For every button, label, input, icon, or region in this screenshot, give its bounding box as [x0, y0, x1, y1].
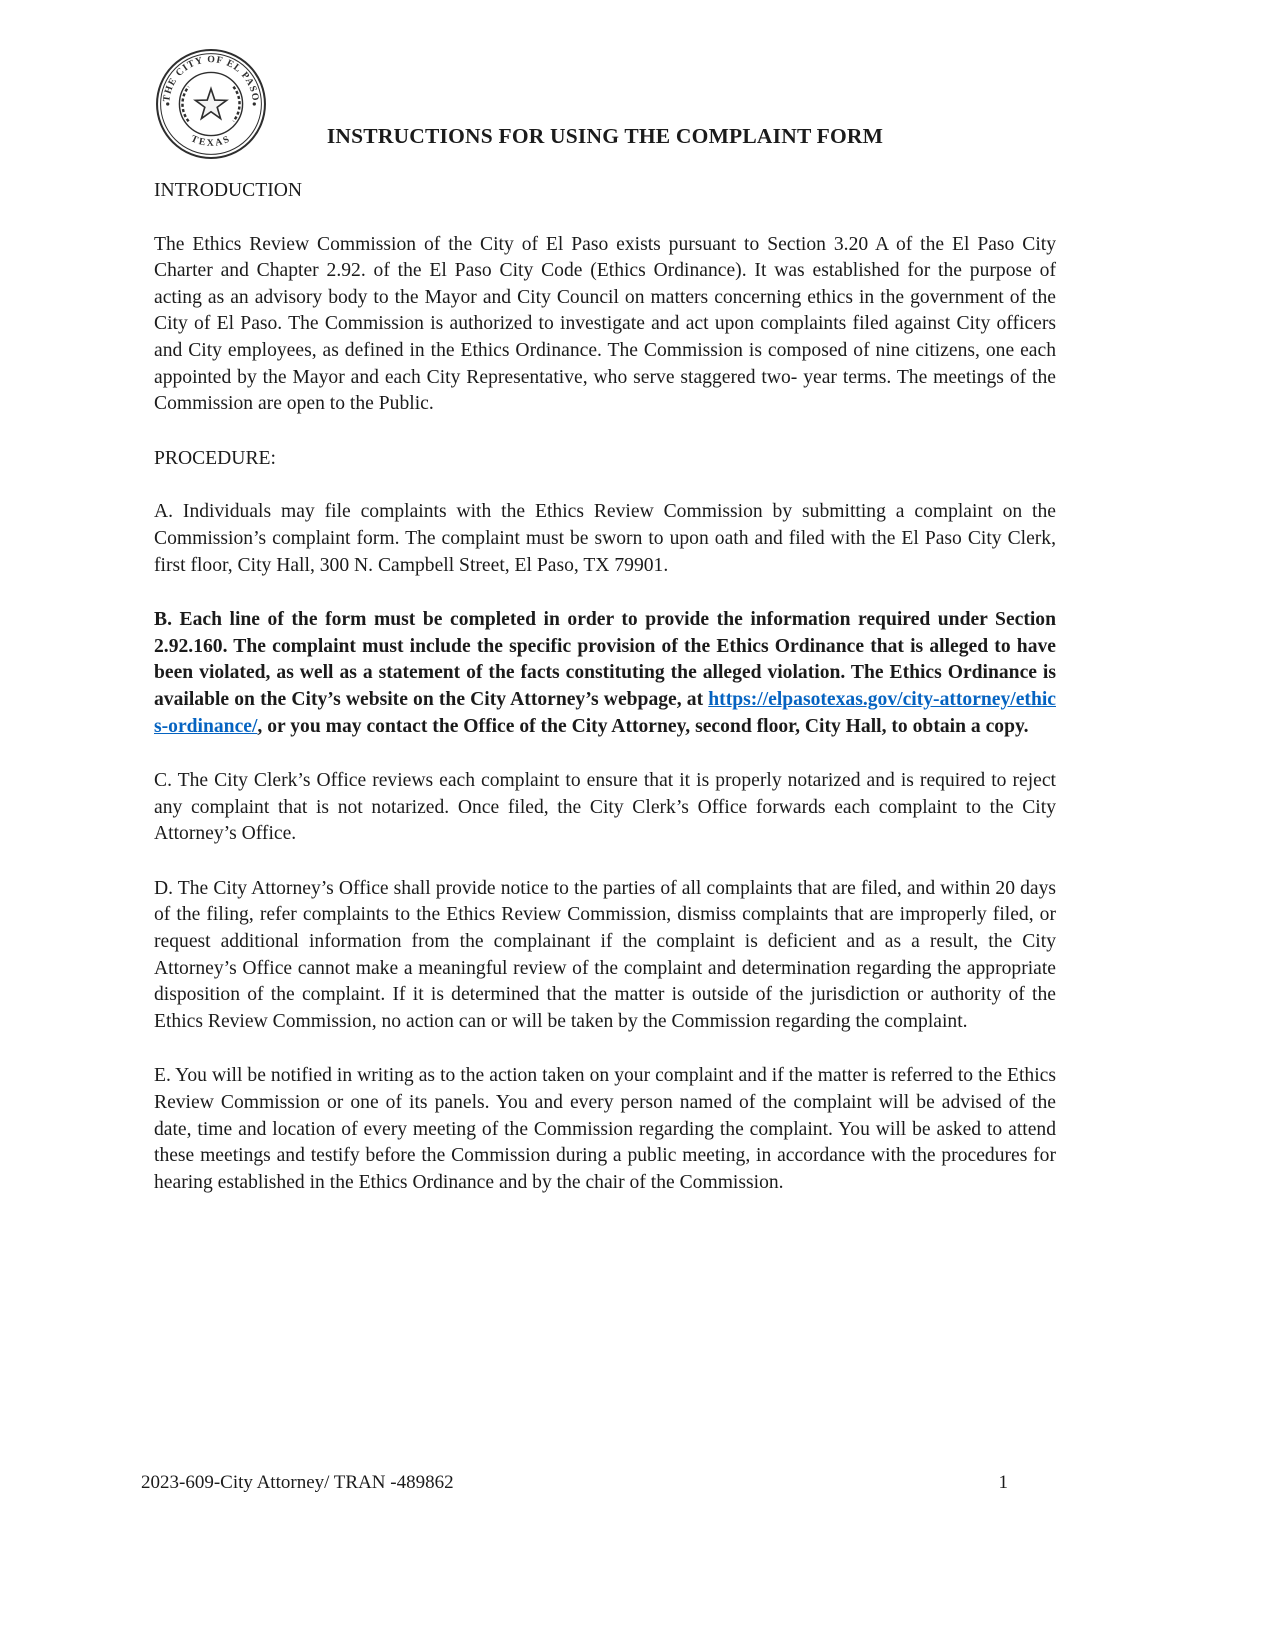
seal-bottom-text: TEXAS [189, 133, 233, 149]
seal-right-dot [253, 102, 256, 105]
page-footer [141, 1472, 1008, 1494]
seal-top-text: THE CITY OF EL PASO [161, 54, 261, 103]
item-b-text-after-link: , or you may contact the Office of the City Attorney, second floor, City Hall, to obtain a copy. [257, 715, 1029, 737]
seal-left-dot [166, 102, 169, 105]
introduction-heading: INTRODUCTION [154, 180, 303, 201]
seal-wreath-right [233, 87, 239, 122]
procedure-item-c: C. The City Clerk’s Office reviews each complaint to ensure that it is properly notarized and is required to reject any complaint that is not notarized. Once filed, the City Clerk’s Office forwards each complaint to the City Attorney’s Office. [154, 770, 1056, 845]
document-body [154, 178, 1056, 1224]
footer-reference: 2023-609-City Attorney/ TRAN -489862 [141, 1472, 454, 1493]
seal-star-icon [195, 89, 226, 119]
procedure-item-d: D. The City Attorney’s Office shall provide notice to the parties of all complaints that are filed, and within 20 days of the filing, refer complaints to the Ethics Review Commission, dismiss complaints that are improperly filed, or request additional information from the complainant if the complaint is deficient and as a result, the City Attorney’s Office cannot make a meaningful review of the complaint and determination regarding the appropriate disposition of the complaint. If it is determined that the matter is outside of the jurisdiction or authority of the Ethics Review Commission, no action can or will be taken by the Commission regarding the complaint. [154, 877, 1056, 1032]
page-number: 1 [998, 1472, 1008, 1493]
introduction-paragraph: The Ethics Review Commission of the City of El Paso exists pursuant to Section 3.20 A of the El Paso City Charter and Chapter 2.92. of the El Paso City Code (Ethics Ordinance). It was established for the purpose of acting as an advisory body to the Mayor and City Council on matters concerning ethics in the government of the City of El Paso. The Commission is authorized to investigate and act upon complaints filed against City officers and City employees, as defined in the Ethics Ordinance. The Commission is composed of nine citizens, one each appointed by the Mayor and each City Representative, who serve staggered two- year terms. The meetings of the Commission are open to the Public. [154, 233, 1056, 415]
procedure-heading: PROCEDURE: [154, 447, 276, 469]
procedure-item-a: A. Individuals may file complaints with the Ethics Review Commission by submitting a complaint on the Commission’s complaint form. The complaint must be sworn to upon oath and filed with the El Paso City Clerk, first floor, City Hall, 300 N. Campbell Street, El Paso, TX 79901. [154, 501, 1056, 576]
document-title: INSTRUCTIONS FOR USING THE COMPLAINT FORM [326, 124, 884, 148]
seal-wreath-left [182, 87, 188, 122]
ethics-ordinance-link[interactable]: https://elpasotexas.gov/city-attorney/ethics-ordinance/ [154, 688, 1056, 737]
procedure-item-b [154, 607, 1056, 740]
item-b-text-before-link: B. Each line of the form must be completed in order to provide the information required under Section 2.92.160. The complaint must include the specific provision of the Ethics Ordinance that is alleged to have been violated, as well as a statement of the facts constituting the alleged violation. The Ethics Ordinance is available on the City’s website on the City Attorney’s webpage, at [154, 609, 1056, 710]
procedure-item-e: E. You will be notified in writing as to the action taken on your complaint and if the matter is referred to the Ethics Review Commission or one of its panels. You and every person named of the complaint will be advised of the date, time and location of every meeting of the Commission regarding the complaint. You will be asked to attend these meetings and testify before the Commission during a public meeting, in accordance with the procedures for hearing established in the Ethics Ordinance and by the chair of the Commission. [154, 1065, 1056, 1193]
